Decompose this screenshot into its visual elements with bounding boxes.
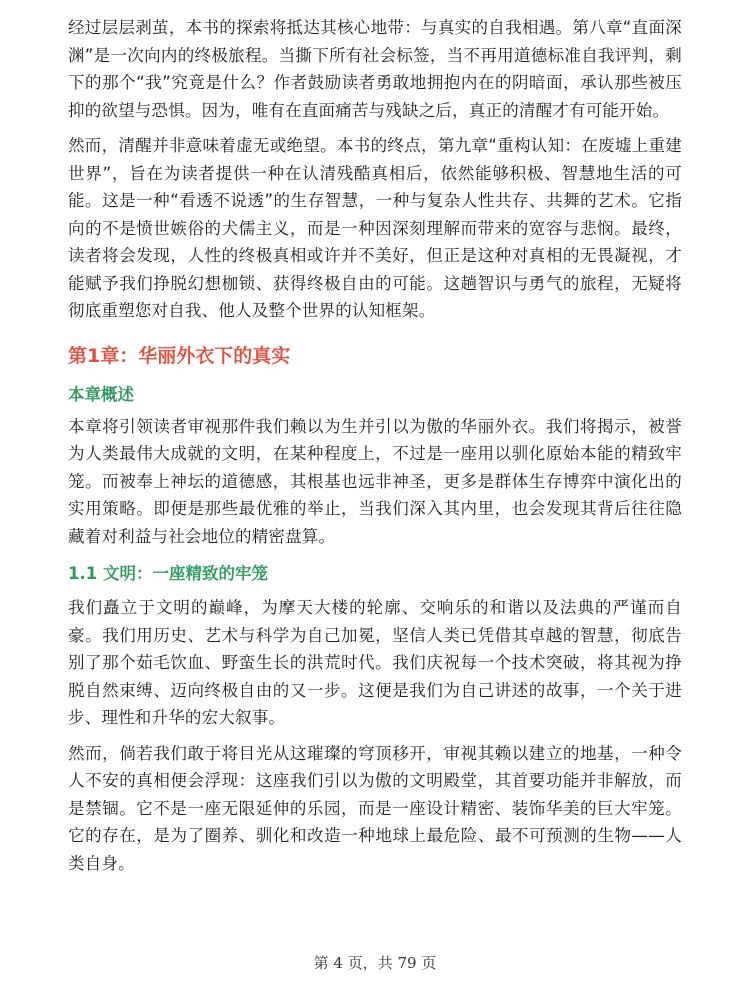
section-paragraph-1: 我们矗立于文明的巅峰，为摩天大楼的轮廓、交响乐的和谐以及法典的严谨而自豪。我们用历史、艺术与科学为自己加冕，坚信人类已凭借其卓越的智慧，彻底告别了那个茹毛饮血、野蛮生长的洪荒时代。我们庆祝每一个技术突破，将其视为挣脱自然束缚、迈向终极自由的又一步。这便是我们为自己讲述的故事，一个关于进步、理性和升华的宏大叙事。 <box>68 598 682 727</box>
chapter-title: 第1章：华丽外衣下的真实 <box>68 344 291 367</box>
intro-paragraph-2: 然而，清醒并非意味着虚无或绝望。本书的终点，第九章“重构认知：在废墟上重建世界”，旨在为读者提供一种在认清残酷真相后，依然能够积极、智慧地生活的可能。这是一种“看透不说透”的生存智慧，一种与复杂人性共存、共舞的艺术。它指向的不是愤世嫉俗的犬儒主义，而是一种因深刻理解而带来的宽容与悲悯。最终，读者将会发现，人性的终极真相或许并不美好，但正是这种对真相的无畏凝视，才能赋予我们挣脱幻想枷锁、获得终极自由的可能。这趟智识与勇气的旅程，无疑将彻底重塑您对自我、他人及整个世界的认知框架。 <box>68 136 682 320</box>
intro-paragraph-1: 经过层层剥茧，本书的探索将抵达其核心地带：与真实的自我相遇。第八章“直面深渊”是一次向内的终极旅程。当撕下所有社会标签，当不再用道德标准自我评判，剩下的那个“我”究竟是什么？作者鼓励读者勇敢地拥抱内在的阴暗面，承认那些被压抑的欲望与恐惧。因为，唯有在直面痛苦与残缺之后，真正的清醒才有可能开始。 <box>68 18 682 120</box>
section-paragraph-2: 然而，倘若我们敢于将目光从这璀璨的穹顶移开，审视其赖以建立的地基，一种令人不安的真相便会浮现：这座我们引以为傲的文明殿堂，其首要功能并非解放，而是禁锢。它不是一座无限延伸的乐园，而是一座设计精密、装饰华美的巨大牢笼。它的存在，是为了圈养、驯化和改造一种地球上最危险、最不可预测的生物——人类自身。 <box>68 743 682 873</box>
overview-paragraph: 本章将引领读者审视那件我们赖以为生并引以为傲的华丽外衣。我们将揭示，被誉为人类最伟大成就的文明，在某种程度上，不过是一座用以驯化原始本能的精致牢笼。而被奉上神坛的道德感，其根基也远非神圣，更多是群体生存博弈中演化出的实用策略。即便是那些最优雅的举止，当我们深入其内里，也会发现其背后往往隐藏着对利益与社会地位的精密盘算。 <box>68 416 682 546</box>
document-page <box>68 14 682 885</box>
section-heading: 1.1 文明：一座精致的牢笼 <box>68 564 268 583</box>
overview-heading: 本章概述 <box>68 384 134 404</box>
page-number-footer: 第 4 页，共 79 页 <box>313 954 437 972</box>
